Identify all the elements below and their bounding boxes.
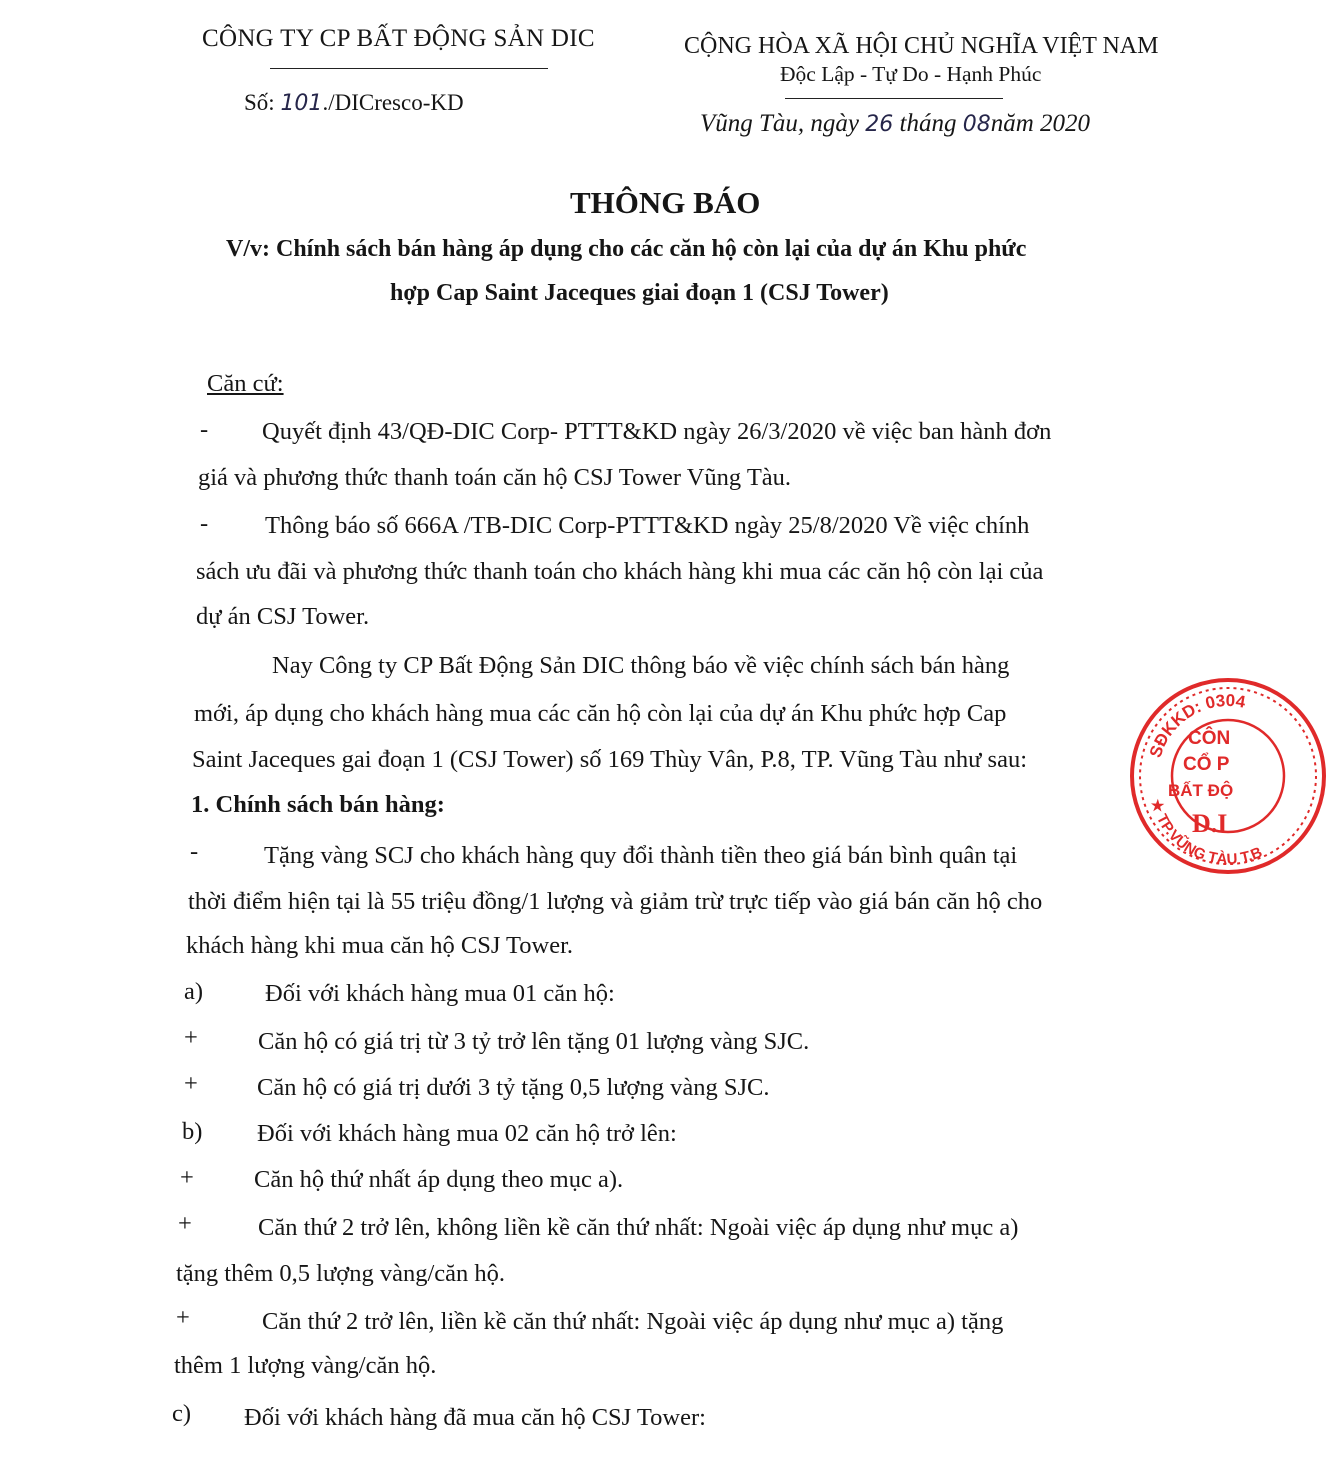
date-month-label: tháng [899, 110, 957, 137]
number-prefix: Số: [244, 90, 275, 115]
number-suffix: ./DICresco-KD [322, 90, 464, 115]
intro-line-3: Saint Jaceques gai đoạn 1 (CSJ Tower) số 169 Thùy Vân, P.8, TP. Vũng Tàu như sau: [192, 746, 1028, 773]
item-a1-text: Căn hộ có giá trị từ 3 tỷ trở lên tặng 01 lượng vàng SJC. [258, 1028, 810, 1055]
item-b2-bullet: + [178, 1210, 192, 1237]
basis-label: Căn cứ: [207, 370, 284, 397]
basis-item2-line1: Thông báo số 666A /TB-DIC Corp-PTTT&KD ngày 25/8/2020 Về việc chính [265, 512, 1030, 539]
company-name: CÔNG TY CP BẤT ĐỘNG SẢN DIC [202, 25, 595, 52]
basis-item2-bullet: - [200, 510, 209, 537]
date-line [700, 110, 1090, 138]
date-year: năm 2020 [990, 110, 1091, 137]
date-month-handwritten: 08 [962, 112, 991, 137]
basis-item1-line2: giá và phương thức thanh toán căn hộ CSJ Tower Vũng Tàu. [198, 464, 792, 491]
item-b2-line-2: tặng thêm 0,5 lượng vàng/căn hộ. [176, 1260, 506, 1287]
intro-line-1: Nay Công ty CP Bất Động Sản DIC thông báo về việc chính sách bán hàng [272, 652, 1010, 679]
item-c-label: c) [172, 1400, 192, 1427]
motto-underline [785, 98, 1003, 99]
stamp-line-2: CỔ P [1183, 754, 1230, 775]
stamp-ring-bottom-text: ★ TP.VŨNG TÀU T.B [1147, 797, 1265, 869]
item-a2-bullet: + [184, 1070, 198, 1097]
item-a-label: a) [184, 978, 204, 1005]
company-underline [270, 68, 548, 69]
item-b3-line-1: Căn thứ 2 trở lên, liền kề căn thứ nhất: Ngoài việc áp dụng như mục a) tặng [262, 1308, 1004, 1335]
stamp-line-1: CÔN [1188, 728, 1231, 749]
basis-item2-line3: dự án CSJ Tower. [196, 603, 370, 630]
national-motto: Độc Lập - Tự Do - Hạnh Phúc [780, 62, 1042, 86]
gift-bullet: - [190, 838, 199, 865]
item-b3-line-2: thêm 1 lượng vàng/căn hộ. [174, 1352, 437, 1379]
date-day-handwritten: 26 [865, 112, 894, 137]
document-number [244, 90, 464, 116]
basis-item1-line1: Quyết định 43/QĐ-DIC Corp- PTTT&KD ngày 26/3/2020 về việc ban hành đơn [262, 418, 1052, 445]
item-a2-text: Căn hộ có giá trị dưới 3 tỷ tặng 0,5 lượng vàng SJC. [257, 1074, 770, 1101]
document-title: THÔNG BÁO [570, 185, 761, 220]
stamp-line-3: BẤT ĐỘ [1168, 781, 1234, 800]
item-c-text: Đối với khách hàng đã mua căn hộ CSJ Tower: [244, 1404, 706, 1431]
subject-line-2: hợp Cap Saint Jaceques giai đoạn 1 (CSJ Tower) [390, 280, 889, 306]
stamp-line-4: D.I [1192, 809, 1228, 838]
handwritten-number: 101 [280, 91, 323, 116]
stamp-seal [1128, 676, 1328, 876]
republic-name: CỘNG HÒA XÃ HỘI CHỦ NGHĨA VIỆT NAM [684, 33, 1159, 59]
item-a-text: Đối với khách hàng mua 01 căn hộ: [265, 980, 615, 1007]
item-b1-bullet: + [180, 1164, 194, 1191]
section1-heading: 1. Chính sách bán hàng: [191, 791, 445, 818]
gift-line-2: thời điểm hiện tại là 55 triệu đồng/1 lượng và giảm trừ trực tiếp vào giá bán căn hộ cho [188, 888, 1043, 915]
item-b2-line-1: Căn thứ 2 trở lên, không liền kề căn thứ nhất: Ngoài việc áp dụng như mục a) [258, 1214, 1019, 1241]
intro-line-2: mới, áp dụng cho khách hàng mua các căn hộ còn lại của dự án Khu phức hợp Cap [194, 700, 1007, 727]
item-b3-bullet: + [176, 1304, 190, 1331]
item-b-text: Đối với khách hàng mua 02 căn hộ trở lên: [257, 1120, 677, 1147]
subject-line-1: V/v: Chính sách bán hàng áp dụng cho các căn hộ còn lại của dự án Khu phức [226, 236, 1027, 262]
basis-item1-bullet: - [200, 416, 209, 443]
item-a1-bullet: + [184, 1024, 198, 1051]
basis-item2-line2: sách ưu đãi và phương thức thanh toán cho khách hàng khi mua các căn hộ còn lại của [196, 558, 1044, 585]
stamp-ring-top-text: SĐKKD: 0304 [1145, 690, 1247, 760]
gift-line-1: Tặng vàng SCJ cho khách hàng quy đổi thành tiền theo giá bán bình quân tại [264, 842, 1018, 869]
item-b-label: b) [182, 1118, 203, 1145]
date-place: Vũng Tàu, ngày [700, 110, 860, 137]
gift-line-3: khách hàng khi mua căn hộ CSJ Tower. [186, 932, 574, 959]
company-stamp [1128, 676, 1328, 876]
item-b1-text: Căn hộ thứ nhất áp dụng theo mục a). [254, 1166, 624, 1193]
